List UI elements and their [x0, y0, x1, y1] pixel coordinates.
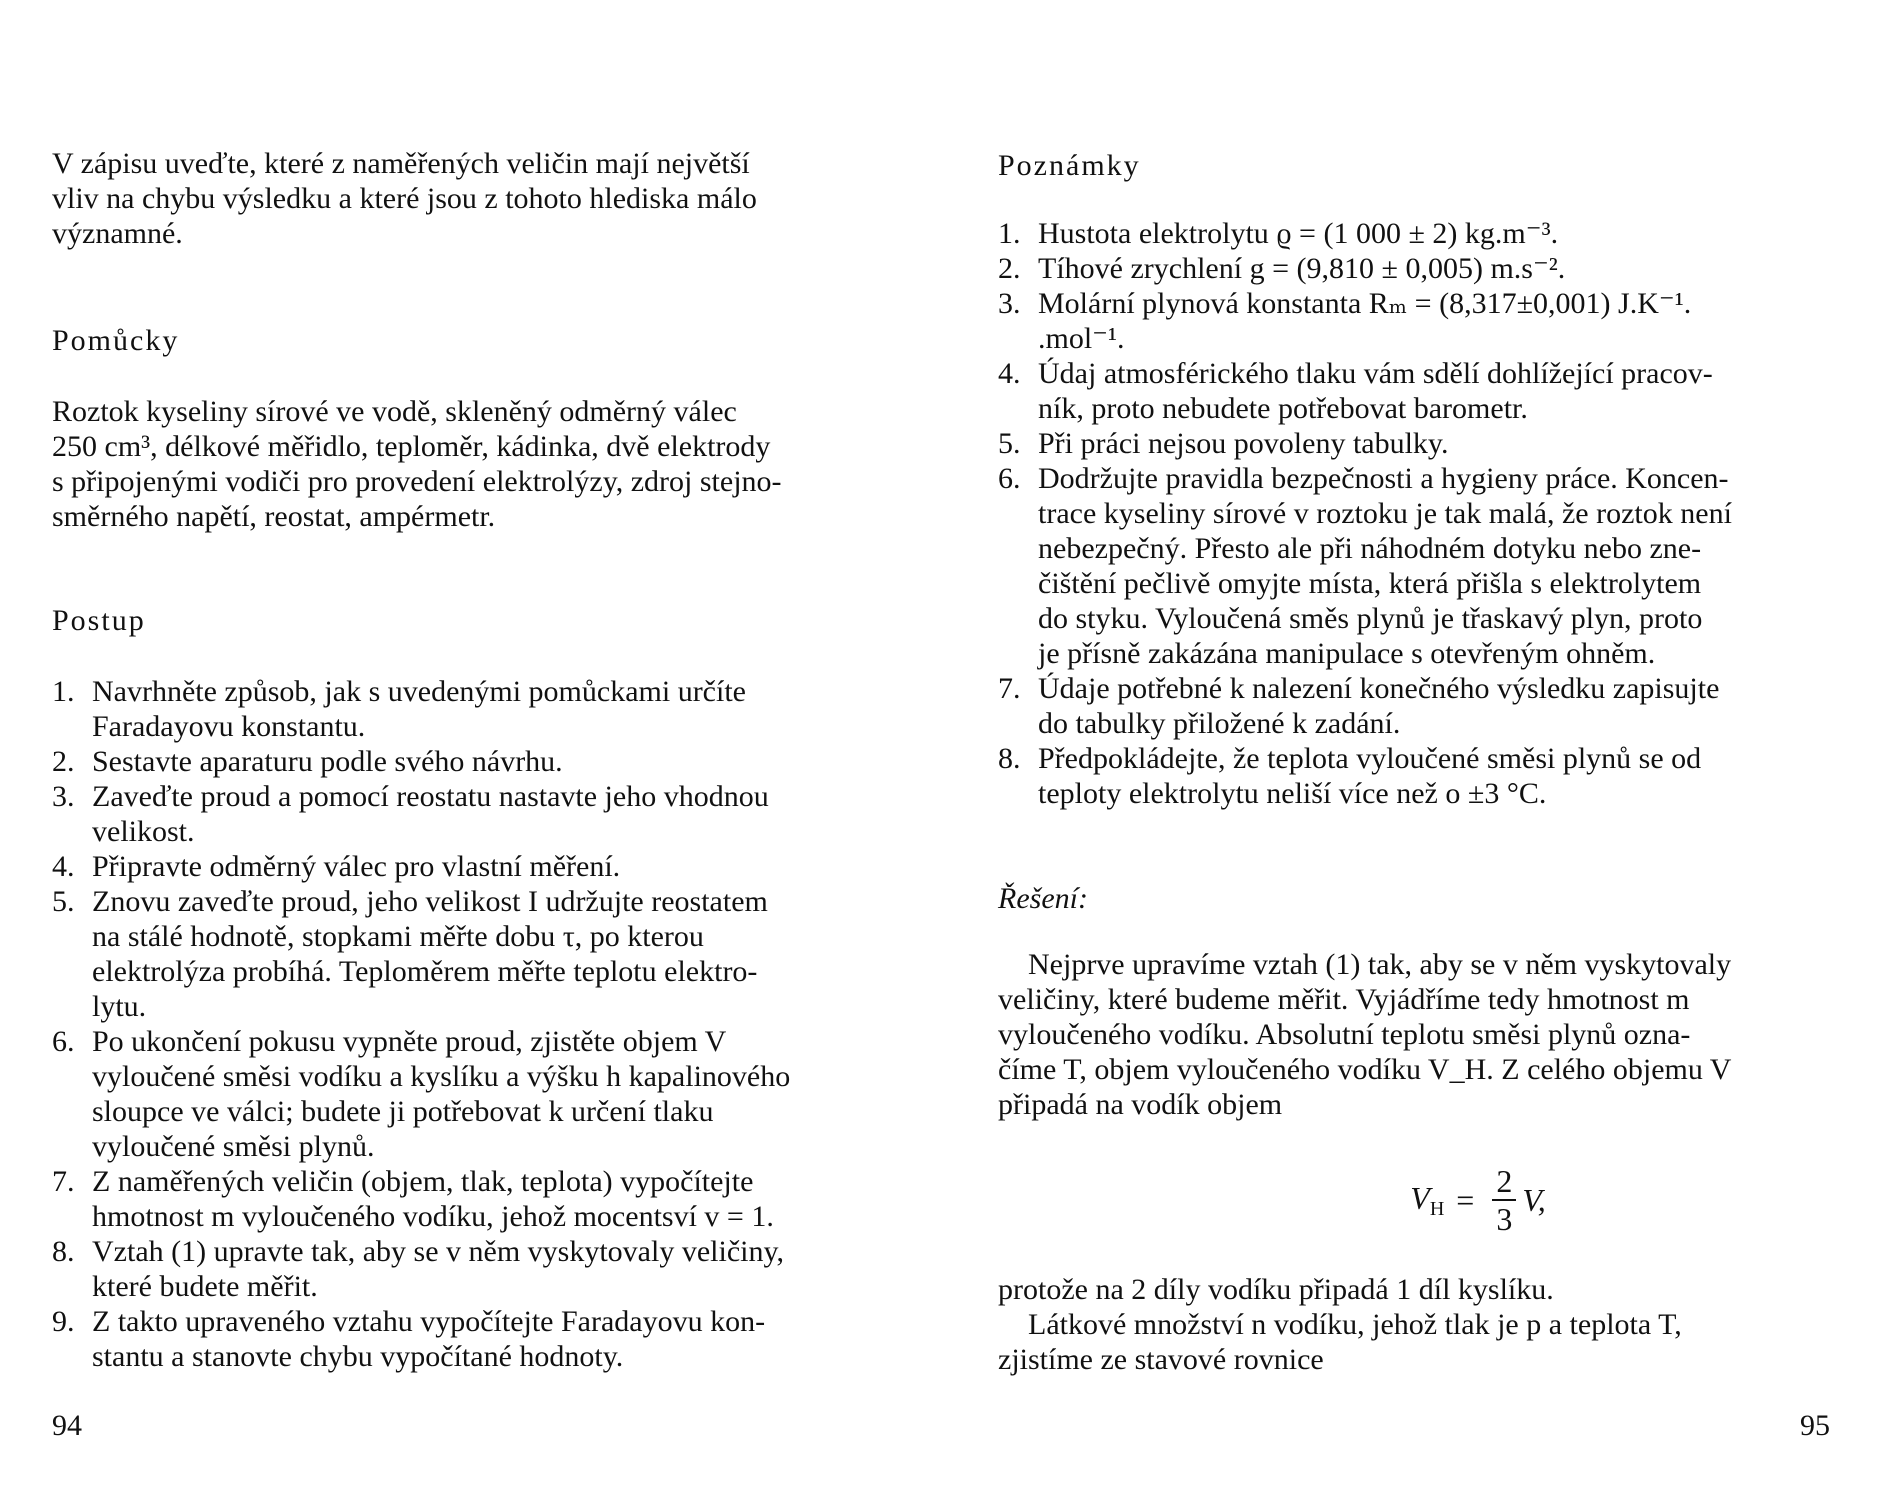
pomucky-paragraph	[52, 394, 894, 534]
reseni-line: Nejprve upravíme vztah (1) tak, aby se v něm vyskytovaly	[1028, 948, 1732, 981]
poznamky-item: 5. Při práci nejsou povoleny tabulky.	[998, 427, 1449, 460]
after-formula-text: protože na 2 díly vodíku připadá 1 díl kyslíku.	[998, 1273, 1554, 1306]
page-number-left: 94	[52, 1409, 82, 1442]
poznamky-item: 3. Molární plynová konstanta Rₘ = (8,317±0,001) J.K⁻¹. .mol⁻¹.	[998, 287, 1692, 355]
formula-rhs: V,	[1522, 1181, 1546, 1218]
poznamky-item: 1. Hustota elektrolytu ϱ = (1 000 ± 2) kg.m⁻³.	[998, 217, 1559, 250]
pomucky-line: 250 cm³, délkové měřidlo, teploměr, kádinka, dvě elektrody	[52, 430, 771, 463]
poznamky-item: 6. Dodržujte pravidla bezpečnosti a hygieny práce. Koncen- trace kyseliny sírové v roztoku je tak malá, že roztok není nebezpečný. Přesto ale při náhodném dotyku nebo zne- čištění pečlivě omyjte místa, která přišla s elektrolytem do styku. Vyloučená směs plynů je třaskavý plyn, proto je přísně zakázána manipulace s otevřeným ohněm.	[998, 462, 1732, 670]
postup-item: 6. Po ukončení pokusu vypněte proud, zjistěte objem V vyloučené směsi vodíku a kyslíku a výšku h kapalinového sloupce ve válci; budete ji potřebovat k určení tlaku vyloučené směsi plynů.	[52, 1025, 791, 1163]
postup-item: 1. Navrhněte způsob, jak s uvedenými pomůckami určíte Faradayovu konstantu.	[52, 675, 746, 743]
poznamky-item: 2. Tíhové zrychlení g = (9,810 ± 0,005) m.s⁻².	[998, 252, 1566, 285]
intro-line: vliv na chybu výsledku a které jsou z tohoto hlediska málo	[52, 182, 757, 215]
pomucky-line: s připojenými vodiči pro provedení elektrolýzy, zdroj stejno-	[52, 465, 782, 498]
last-paragraph	[998, 1307, 1830, 1377]
page-number-right: 95	[1800, 1409, 1830, 1442]
intro-line: V zápisu uveďte, které z naměřených veličin mají největší	[52, 147, 750, 180]
postup-item: 3. Zaveďte proud a pomocí reostatu nastavte jeho vhodnou velikost.	[52, 780, 769, 848]
formula-equals: =	[1456, 1181, 1475, 1218]
fraction-numerator: 2	[1492, 1163, 1516, 1201]
reseni-line: číme T, objem vyloučeného vodíku V_H. Z celého objemu V	[998, 1053, 1732, 1086]
last-line: zjistíme ze stavové rovnice	[998, 1343, 1324, 1376]
reseni-line: veličiny, které budeme měřit. Vyjádříme tedy hmotnost m	[998, 983, 1690, 1016]
postup-list	[52, 674, 894, 1374]
postup-item: 2. Sestavte aparaturu podle svého návrhu.	[52, 745, 563, 778]
poznamky-list	[998, 216, 1830, 811]
pomucky-heading: Pomůcky	[52, 324, 180, 357]
pomucky-line: směrného napětí, reostat, ampérmetr.	[52, 500, 496, 533]
postup-item: 5. Znovu zaveďte proud, jeho velikost I udržujte reostatem na stálé hodnotě, stopkami měřte dobu τ, po kterou elektrolýza probíhá. Teploměrem měřte teplotu elektro- lytu.	[52, 885, 768, 1023]
reseni-line: připadá na vodík objem	[998, 1088, 1283, 1121]
poznamky-heading: Poznámky	[998, 149, 1141, 182]
poznamky-item: 8. Předpokládejte, že teplota vyloučené směsi plynů se od teploty elektrolytu neliší více než o ±3 °C.	[998, 742, 1702, 810]
right-page	[998, 0, 1830, 1501]
intro-paragraph	[52, 146, 894, 251]
reseni-line: vyloučeného vodíku. Absolutní teplotu směsi plynů ozna-	[998, 1018, 1691, 1051]
poznamky-item: 7. Údaje potřebné k nalezení konečného výsledku zapisujte do tabulky přiložené k zadání.	[998, 672, 1720, 740]
postup-item: 7. Z naměřených veličin (objem, tlak, teplota) vypočítejte hmotnost m vyloučeného vodíku, jehož mocentsví v = 1.	[52, 1165, 774, 1233]
fraction-denominator: 3	[1496, 1201, 1513, 1237]
reseni-heading: Řešení:	[998, 882, 1088, 915]
formula-lhs: $V_H$	[1410, 1179, 1445, 1220]
intro-line: významné.	[52, 217, 183, 250]
postup-heading: Postup	[52, 604, 146, 637]
postup-item: 9. Z takto upraveného vztahu vypočítejte Faradayovu kon- stantu a stanovte chybu vypočítané hodnoty.	[52, 1305, 766, 1373]
formula-fraction	[1492, 1163, 1516, 1237]
pomucky-line: Roztok kyseliny sírové ve vodě, skleněný odměrný válec	[52, 395, 737, 428]
postup-item: 8. Vztah (1) upravte tak, aby se v něm vyskytovaly veličiny, které budete měřit.	[52, 1235, 785, 1303]
reseni-paragraph	[998, 947, 1830, 1122]
last-line: Látkové množství n vodíku, jehož tlak je p a teplota T,	[1028, 1308, 1682, 1341]
formula-vh	[1118, 1140, 1838, 1260]
left-page	[52, 0, 894, 1501]
poznamky-item: 4. Údaj atmosférického tlaku vám sdělí dohlížející pracov- ník, proto nebudete potřebovat barometr.	[998, 357, 1713, 425]
postup-item: 4. Připravte odměrný válec pro vlastní měření.	[52, 850, 621, 883]
